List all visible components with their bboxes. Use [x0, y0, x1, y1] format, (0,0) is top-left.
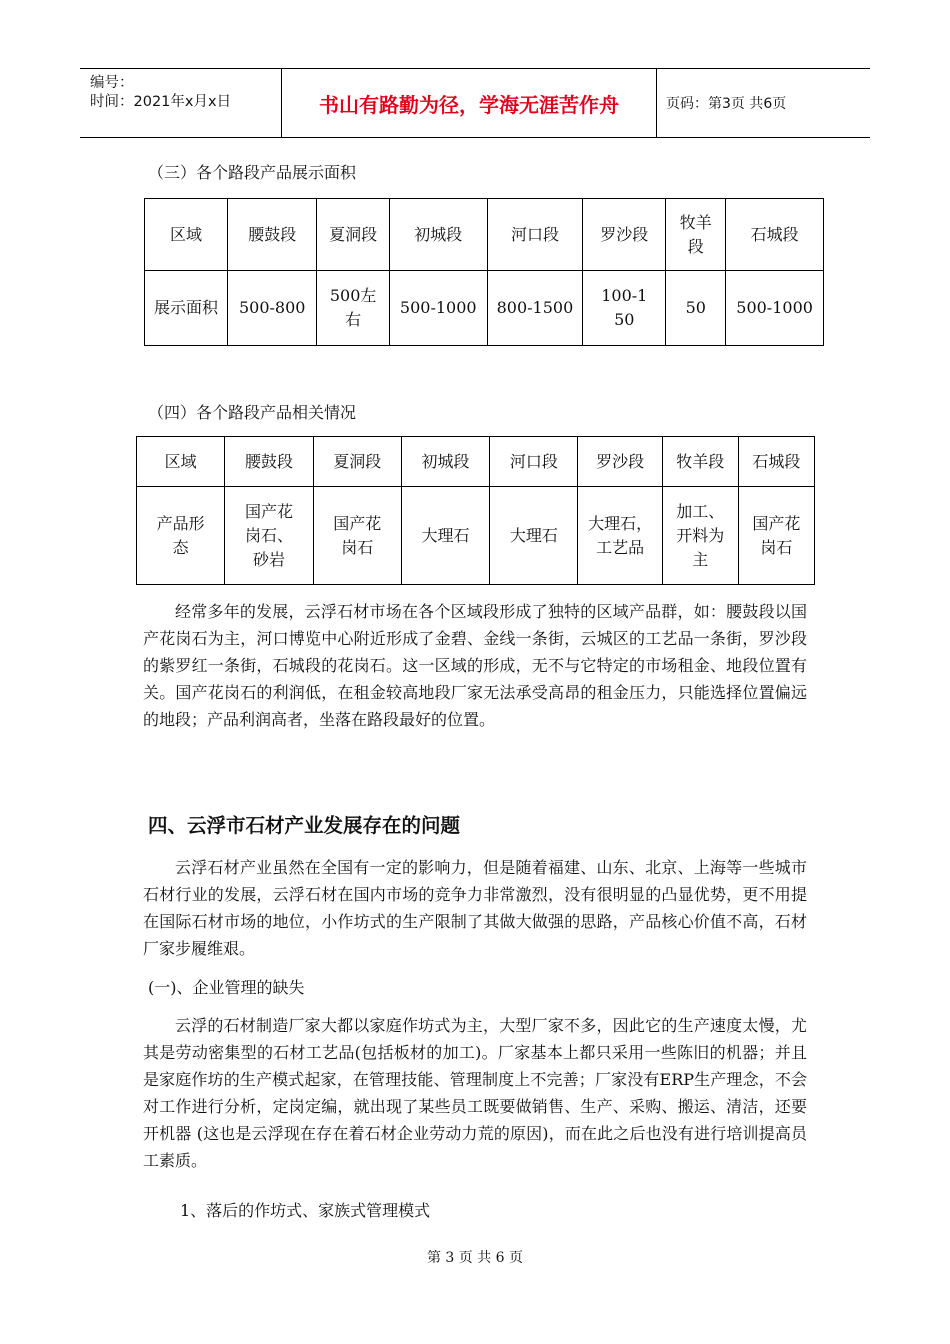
table-cell: 500-1000 [389, 271, 487, 346]
table-cell: 夏洞段 [313, 437, 401, 487]
display-area-table [144, 198, 824, 346]
paragraph-management: 云浮的石材制造厂家大都以家庭作坊式为主，大型厂家不多，因此它的生产速度太慢，尤其是劳动密集型的石材工艺品(包括板材的加工)。厂家基本上都只采用一些陈旧的机器；并且是家庭作坊的生产模式起家，在管理技能、管理制度上不完善；厂家没有ERP生产理念，不会对工作进行分析，定岗定编，就出现了某些员工既要做销售、生产、采购、搬运、清洁，还要开机器 (这也是云浮现在存在着石材企业劳动力荒的原因)，而在此之后也没有进行培训提高员工素质。 [143, 1016, 807, 1170]
table-cell: 罗沙段 [578, 437, 662, 487]
table-cell: 国产花岗石 [738, 487, 814, 585]
table-cell: 石城段 [738, 437, 814, 487]
table-cell: 大理石 [401, 487, 489, 585]
table-header-row [137, 437, 815, 487]
table-cell: 石城段 [726, 199, 824, 271]
table-cell: 区域 [137, 437, 225, 487]
table-cell: 牧羊段 [662, 437, 738, 487]
table-cell: 河口段 [487, 199, 583, 271]
table-cell: 展示面积 [145, 271, 228, 346]
table-cell: 100-150 [583, 271, 666, 346]
table-cell: 罗沙段 [583, 199, 666, 271]
paragraph-industry-problems: 云浮石材产业虽然在全国有一定的影响力，但是随着福建、山东、北京、上海等一些城市石材行业的发展，云浮石材在国内市场的竞争力非常激烈，没有很明显的凸显优势，更不用提在国际石材市场的地位，小作坊式的生产限制了其做大做强的思路，产品核心价值不高，石材厂家步履维艰。 [143, 858, 807, 958]
page-footer: 第 3 页 共 6 页 [426, 1250, 524, 1266]
table-cell: 500-800 [228, 271, 317, 346]
number-label: 编号： [90, 75, 134, 91]
table-cell: 500左右 [317, 271, 390, 346]
page-header [80, 68, 870, 138]
date-label: 时间：2021年x月x日 [90, 94, 232, 110]
table-cell: 国产花岗石、砂岩 [225, 487, 313, 585]
table-cell: 河口段 [490, 437, 578, 487]
subsection-heading: (一)、企业管理的缺失 [148, 978, 305, 997]
header-meta [80, 69, 282, 137]
table-cell: 50 [666, 271, 726, 346]
table-cell: 腰鼓段 [225, 437, 313, 487]
product-form-table [136, 436, 815, 585]
list-item: 1、落后的作坊式、家族式管理模式 [180, 1201, 431, 1220]
table-cell: 区域 [145, 199, 228, 271]
table-cell: 夏洞段 [317, 199, 390, 271]
table-cell: 腰鼓段 [228, 199, 317, 271]
table-cell: 500-1000 [726, 271, 824, 346]
table-cell: 800-1500 [487, 271, 583, 346]
table-cell: 初城段 [389, 199, 487, 271]
section3-caption: （三）各个路段产品展示面积 [148, 163, 357, 182]
table-cell: 国产花岗石 [313, 487, 401, 585]
table-cell: 产品形态 [137, 487, 225, 585]
table-cell: 牧羊段 [666, 199, 726, 271]
table-header-row [145, 199, 824, 271]
table-row [145, 271, 824, 346]
table-cell: 加工、开料为主 [662, 487, 738, 585]
table-cell: 大理石，工艺品 [578, 487, 662, 585]
paragraph-market-regions: 经常多年的发展，云浮石材市场在各个区域段形成了独特的区域产品群，如：腰鼓段以国产花岗石为主，河口博览中心附近形成了金碧、金线一条街，云城区的工艺品一条街，罗沙段的紫罗红一条街，石城段的花岗石。这一区域的形成，无不与它特定的市场租金、地段位置有关。国产花岗石的利润低，在租金较高地段厂家无法承受高昂的租金压力，只能选择位置偏远的地段；产品利润高者，坐落在路段最好的位置。 [143, 602, 807, 729]
header-page-info: 页码：第3页 共6页 [666, 96, 787, 112]
section4-caption: （四）各个路段产品相关情况 [148, 403, 357, 422]
section-heading: 四、云浮市石材产业发展存在的问题 [148, 814, 461, 837]
table-cell: 大理石 [490, 487, 578, 585]
table-row [137, 487, 815, 585]
table-cell: 初城段 [401, 437, 489, 487]
header-motto: 书山有路勤为径，学海无涯苦作舟 [282, 69, 657, 137]
